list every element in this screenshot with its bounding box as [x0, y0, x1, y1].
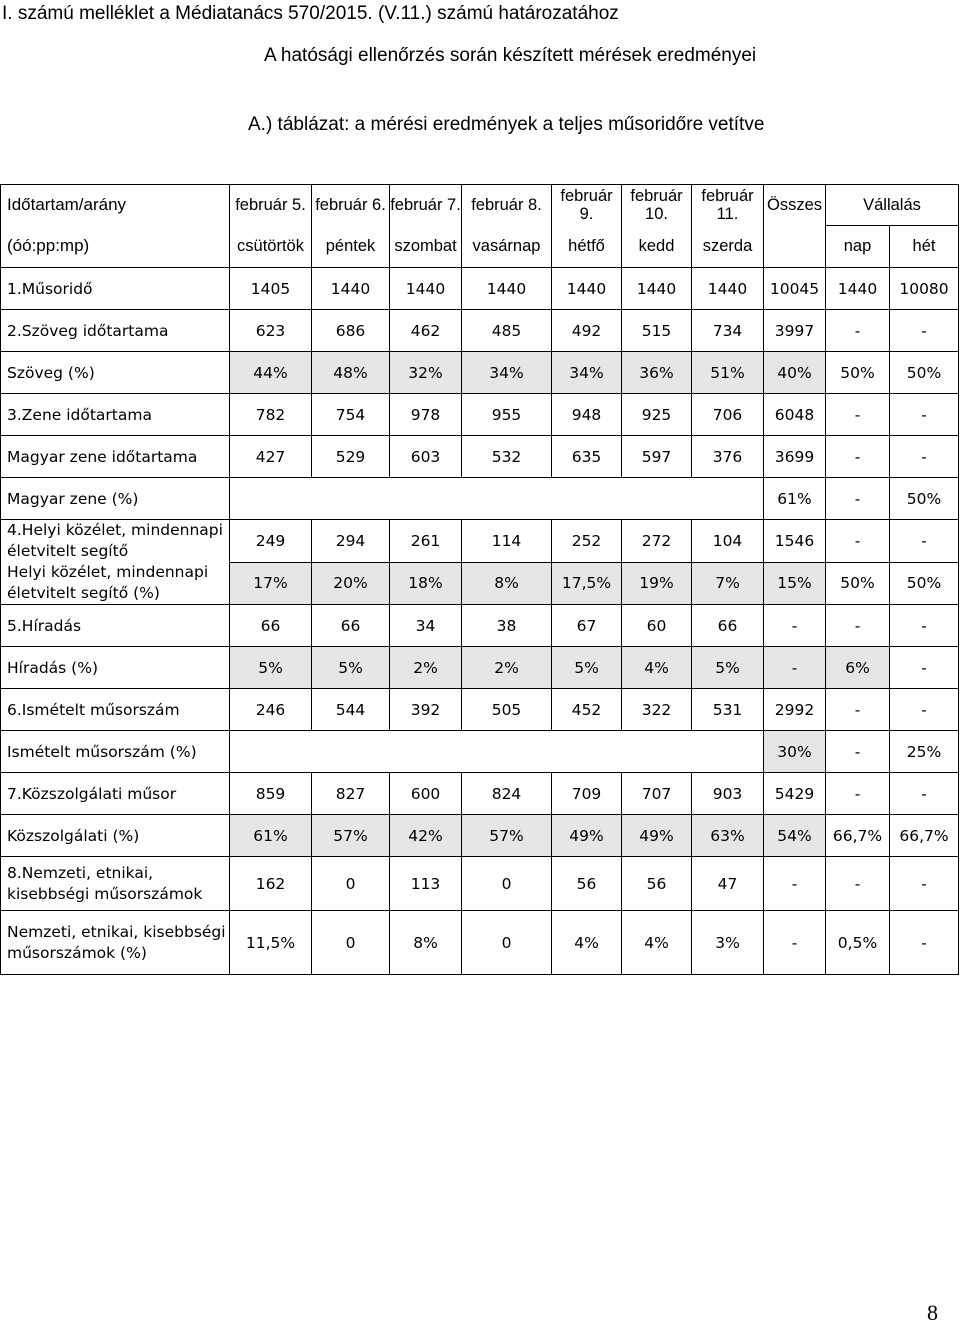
value-cell: 17%: [230, 562, 312, 605]
page-number: 8: [927, 1300, 938, 1325]
value-cell: 294: [312, 520, 390, 563]
value-cell: 63%: [692, 815, 764, 857]
value-cell: 32%: [390, 352, 462, 394]
value-cell: 66: [230, 605, 312, 647]
value-cell: 56: [622, 857, 692, 911]
value-cell: 50%: [826, 562, 890, 605]
value-cell: 754: [312, 394, 390, 436]
value-cell: 66: [312, 605, 390, 647]
value-cell: 25%: [890, 731, 959, 773]
value-cell: -: [890, 647, 959, 689]
row-label: 3.Zene időtartama: [1, 394, 230, 436]
table-row: [1, 436, 959, 478]
value-cell: 30%: [764, 731, 826, 773]
header-day: kedd: [622, 226, 692, 268]
value-cell: 6%: [826, 647, 890, 689]
value-cell: -: [890, 520, 959, 563]
table-row: [1, 857, 959, 911]
value-cell: 709: [552, 773, 622, 815]
table-title: A.) táblázat: a mérési eredmények a teljes műsoridőre vetítve: [248, 114, 765, 135]
value-cell: 903: [692, 773, 764, 815]
value-cell: 955: [462, 394, 552, 436]
value-cell: 322: [622, 689, 692, 731]
header-row-days: [1, 226, 959, 268]
value-cell: 600: [390, 773, 462, 815]
value-cell: -: [764, 911, 826, 975]
value-cell: 824: [462, 773, 552, 815]
row-label: 2.Szöveg időtartama: [1, 310, 230, 352]
value-cell: 66,7%: [890, 815, 959, 857]
table-row: [1, 773, 959, 815]
value-cell: 249: [230, 520, 312, 563]
value-cell: 544: [312, 689, 390, 731]
value-cell: 20%: [312, 562, 390, 605]
value-cell: 392: [390, 689, 462, 731]
value-cell: 56: [552, 857, 622, 911]
value-cell: 8%: [390, 911, 462, 975]
value-cell: 272: [622, 520, 692, 563]
value-cell: 623: [230, 310, 312, 352]
value-cell: 261: [390, 520, 462, 563]
value-cell: 34%: [462, 352, 552, 394]
value-cell: 49%: [552, 815, 622, 857]
row-label: 6.Ismételt műsorszám: [1, 689, 230, 731]
value-cell: 5429: [764, 773, 826, 815]
value-cell: -: [890, 773, 959, 815]
header-date: február 10.: [622, 185, 692, 226]
value-cell: 2%: [390, 647, 462, 689]
table-row: [1, 731, 959, 773]
header-date: február 8.: [462, 185, 552, 226]
value-cell: 60: [622, 605, 692, 647]
header-label-unit: (óó:pp:mp): [1, 226, 230, 268]
value-cell: 66,7%: [826, 815, 890, 857]
value-cell: 1405: [230, 268, 312, 310]
value-cell: 6048: [764, 394, 826, 436]
table-row: [1, 352, 959, 394]
value-cell: 66: [692, 605, 764, 647]
value-cell: 5%: [312, 647, 390, 689]
row-label: 1.Műsoridő: [1, 268, 230, 310]
value-cell: 3997: [764, 310, 826, 352]
value-cell: 734: [692, 310, 764, 352]
row-label: Közszolgálati (%): [1, 815, 230, 857]
value-cell: 8%: [462, 562, 552, 605]
value-cell: 925: [622, 394, 692, 436]
value-cell: 532: [462, 436, 552, 478]
value-cell: -: [826, 436, 890, 478]
header-day: csütörtök: [230, 226, 312, 268]
row-label: Nemzeti, etnikai, kisebbségi műsorszámok (%): [1, 911, 230, 975]
row-label: 5.Híradás: [1, 605, 230, 647]
value-cell: 18%: [390, 562, 462, 605]
empty-span-cell: [230, 478, 764, 520]
row-label: Helyi közélet, mindennapi életvitelt segítő (%): [1, 562, 230, 605]
value-cell: 1546: [764, 520, 826, 563]
value-cell: 1440: [390, 268, 462, 310]
value-cell: 505: [462, 689, 552, 731]
header-date: február 5.: [230, 185, 312, 226]
header-date: február 9.: [552, 185, 622, 226]
value-cell: 114: [462, 520, 552, 563]
value-cell: -: [826, 605, 890, 647]
value-cell: 0,5%: [826, 911, 890, 975]
header-commitment: Vállalás: [826, 185, 959, 226]
value-cell: -: [890, 436, 959, 478]
value-cell: 706: [692, 394, 764, 436]
value-cell: 2%: [462, 647, 552, 689]
value-cell: 4%: [552, 911, 622, 975]
row-label: 7.Közszolgálati műsor: [1, 773, 230, 815]
header-day: szerda: [692, 226, 764, 268]
header-day: péntek: [312, 226, 390, 268]
value-cell: 3%: [692, 911, 764, 975]
value-cell: -: [890, 310, 959, 352]
value-cell: 5%: [692, 647, 764, 689]
value-cell: 948: [552, 394, 622, 436]
value-cell: 44%: [230, 352, 312, 394]
measurement-results-table: [0, 184, 959, 975]
header-day: szombat: [390, 226, 462, 268]
header-total: Összes: [764, 185, 826, 226]
header-day: vasárnap: [462, 226, 552, 268]
value-cell: 4%: [622, 647, 692, 689]
value-cell: 0: [462, 911, 552, 975]
value-cell: 49%: [622, 815, 692, 857]
value-cell: 515: [622, 310, 692, 352]
value-cell: 492: [552, 310, 622, 352]
value-cell: 827: [312, 773, 390, 815]
header-label-duration: Időtartam/arány: [1, 185, 230, 226]
value-cell: 5%: [552, 647, 622, 689]
table-row: [1, 310, 959, 352]
value-cell: 34: [390, 605, 462, 647]
value-cell: -: [826, 689, 890, 731]
table-row: [1, 562, 959, 605]
value-cell: 0: [312, 857, 390, 911]
table-row: [1, 520, 959, 563]
value-cell: 603: [390, 436, 462, 478]
value-cell: 452: [552, 689, 622, 731]
value-cell: 531: [692, 689, 764, 731]
value-cell: 978: [390, 394, 462, 436]
value-cell: 48%: [312, 352, 390, 394]
table-row: [1, 815, 959, 857]
value-cell: 376: [692, 436, 764, 478]
value-cell: -: [826, 520, 890, 563]
value-cell: 54%: [764, 815, 826, 857]
value-cell: 7%: [692, 562, 764, 605]
row-label: Szöveg (%): [1, 352, 230, 394]
value-cell: 50%: [890, 352, 959, 394]
value-cell: 50%: [826, 352, 890, 394]
value-cell: 427: [230, 436, 312, 478]
row-label: Híradás (%): [1, 647, 230, 689]
value-cell: 51%: [692, 352, 764, 394]
header-empty: [764, 226, 826, 268]
table-row: [1, 478, 959, 520]
row-label: 8.Nemzeti, etnikai, kisebbségi műsorszámok: [1, 857, 230, 911]
table-row: [1, 605, 959, 647]
value-cell: 10080: [890, 268, 959, 310]
value-cell: 42%: [390, 815, 462, 857]
table-row: [1, 647, 959, 689]
value-cell: 15%: [764, 562, 826, 605]
value-cell: 597: [622, 436, 692, 478]
value-cell: -: [826, 310, 890, 352]
value-cell: -: [764, 857, 826, 911]
value-cell: 707: [622, 773, 692, 815]
value-cell: 61%: [764, 478, 826, 520]
annex-heading: I. számú melléklet a Médiatanács 570/2015. (V.11.) számú határozatához: [2, 3, 619, 24]
value-cell: 113: [390, 857, 462, 911]
value-cell: 0: [462, 857, 552, 911]
value-cell: 1440: [622, 268, 692, 310]
value-cell: 2992: [764, 689, 826, 731]
table-row: [1, 689, 959, 731]
header-date: február 6.: [312, 185, 390, 226]
header-day: hétfő: [552, 226, 622, 268]
value-cell: 11,5%: [230, 911, 312, 975]
value-cell: 10045: [764, 268, 826, 310]
value-cell: 1440: [312, 268, 390, 310]
value-cell: -: [890, 857, 959, 911]
value-cell: 3699: [764, 436, 826, 478]
value-cell: 38: [462, 605, 552, 647]
row-label: Magyar zene (%): [1, 478, 230, 520]
value-cell: 5%: [230, 647, 312, 689]
value-cell: 1440: [552, 268, 622, 310]
value-cell: -: [764, 605, 826, 647]
value-cell: -: [826, 773, 890, 815]
value-cell: 104: [692, 520, 764, 563]
value-cell: -: [890, 689, 959, 731]
value-cell: 1440: [692, 268, 764, 310]
value-cell: 686: [312, 310, 390, 352]
value-cell: -: [826, 857, 890, 911]
row-label: Magyar zene időtartama: [1, 436, 230, 478]
value-cell: 19%: [622, 562, 692, 605]
header-nap: nap: [826, 226, 890, 268]
header-row-dates: [1, 185, 959, 226]
value-cell: 529: [312, 436, 390, 478]
table-row: [1, 911, 959, 975]
row-label: Ismételt műsorszám (%): [1, 731, 230, 773]
value-cell: -: [890, 605, 959, 647]
value-cell: 50%: [890, 562, 959, 605]
value-cell: 57%: [462, 815, 552, 857]
value-cell: 57%: [312, 815, 390, 857]
value-cell: 635: [552, 436, 622, 478]
value-cell: 34%: [552, 352, 622, 394]
table-row: [1, 394, 959, 436]
table-row: [1, 268, 959, 310]
table-body: [1, 268, 959, 975]
value-cell: 40%: [764, 352, 826, 394]
value-cell: 17,5%: [552, 562, 622, 605]
value-cell: 252: [552, 520, 622, 563]
value-cell: 36%: [622, 352, 692, 394]
value-cell: 67: [552, 605, 622, 647]
value-cell: 462: [390, 310, 462, 352]
header-date: február 7.: [390, 185, 462, 226]
row-label: 4.Helyi közélet, mindennapi életvitelt segítő: [1, 520, 230, 563]
header-het: hét: [890, 226, 959, 268]
value-cell: 4%: [622, 911, 692, 975]
document-subtitle: A hatósági ellenőrzés során készített mérések eredményei: [264, 45, 757, 66]
empty-span-cell: [230, 731, 764, 773]
value-cell: 47: [692, 857, 764, 911]
value-cell: 50%: [890, 478, 959, 520]
value-cell: 782: [230, 394, 312, 436]
value-cell: -: [890, 394, 959, 436]
value-cell: 1440: [462, 268, 552, 310]
value-cell: 162: [230, 857, 312, 911]
value-cell: -: [826, 731, 890, 773]
value-cell: -: [764, 647, 826, 689]
value-cell: 859: [230, 773, 312, 815]
value-cell: -: [826, 394, 890, 436]
value-cell: 485: [462, 310, 552, 352]
value-cell: 61%: [230, 815, 312, 857]
value-cell: -: [890, 911, 959, 975]
value-cell: 0: [312, 911, 390, 975]
header-date: február 11.: [692, 185, 764, 226]
value-cell: 1440: [826, 268, 890, 310]
value-cell: 246: [230, 689, 312, 731]
value-cell: -: [826, 478, 890, 520]
